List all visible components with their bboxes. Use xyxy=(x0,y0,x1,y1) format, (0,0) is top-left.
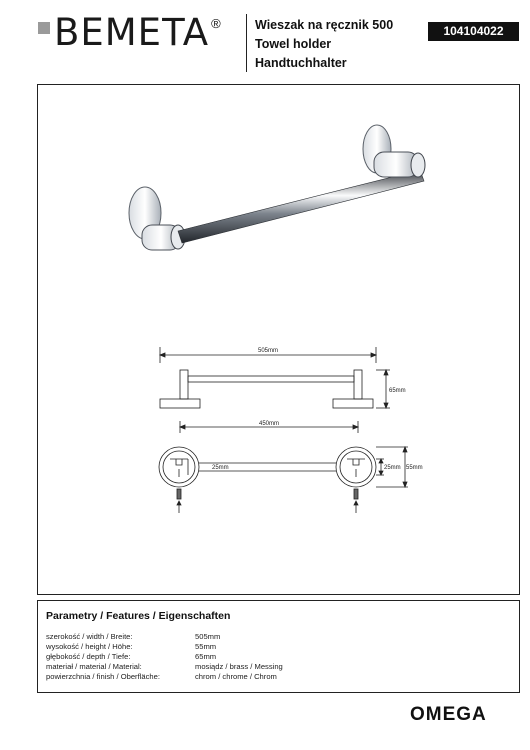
spec-value: 505mm xyxy=(195,632,221,641)
screw-icon-right xyxy=(354,489,358,513)
width-dimension-label: 505mm xyxy=(257,348,279,354)
side-inner-dimension-label: 25mm xyxy=(384,465,401,471)
spec-value: 55mm xyxy=(195,642,217,651)
span-dimension-label: 450mm xyxy=(258,421,280,427)
series-name: OMEGA xyxy=(410,704,487,725)
product-photo xyxy=(129,125,425,250)
spec-label: materiał / material / Material: xyxy=(46,662,142,671)
inner-dimension-label: 25mm xyxy=(212,465,229,471)
brand-logo xyxy=(38,11,221,54)
spec-value: chrom / chrome / Chrom xyxy=(195,672,277,681)
spec-label: głębokość / depth / Tiefe: xyxy=(46,652,131,661)
screw-icon-left xyxy=(177,489,181,513)
product-code-badge: 104104022 xyxy=(428,22,519,41)
right-mount xyxy=(363,125,425,177)
header-divider xyxy=(246,14,247,72)
title-pl: Wieszak na ręcznik 500 xyxy=(255,18,394,32)
spec-label: wysokość / height / Höhe: xyxy=(46,642,133,651)
header xyxy=(0,0,530,80)
spec-label: powierzchnia / finish / Oberfläche: xyxy=(46,672,160,681)
specs-title: Parametry / Features / Eigenschaften xyxy=(46,610,231,622)
height-dimension-label: 65mm xyxy=(389,388,406,394)
side-outer-dimension-label: 55mm xyxy=(406,465,423,471)
product-titles xyxy=(255,16,393,73)
spec-value: mosiądz / brass / Messing xyxy=(195,662,283,671)
front-view-drawing xyxy=(159,447,408,513)
logo-text: BEMETA xyxy=(54,11,210,54)
drawing-frame xyxy=(37,84,520,595)
specs-panel xyxy=(37,600,520,693)
spec-value: 65mm xyxy=(195,652,217,661)
registered-mark: ® xyxy=(211,16,221,31)
left-mount xyxy=(129,187,185,250)
title-en: Towel holder xyxy=(255,37,332,51)
logo-square-icon xyxy=(38,22,50,34)
title-de: Handtuchhalter xyxy=(255,56,347,70)
product-illustration xyxy=(38,85,519,594)
spec-label: szerokość / width / Breite: xyxy=(46,632,133,641)
